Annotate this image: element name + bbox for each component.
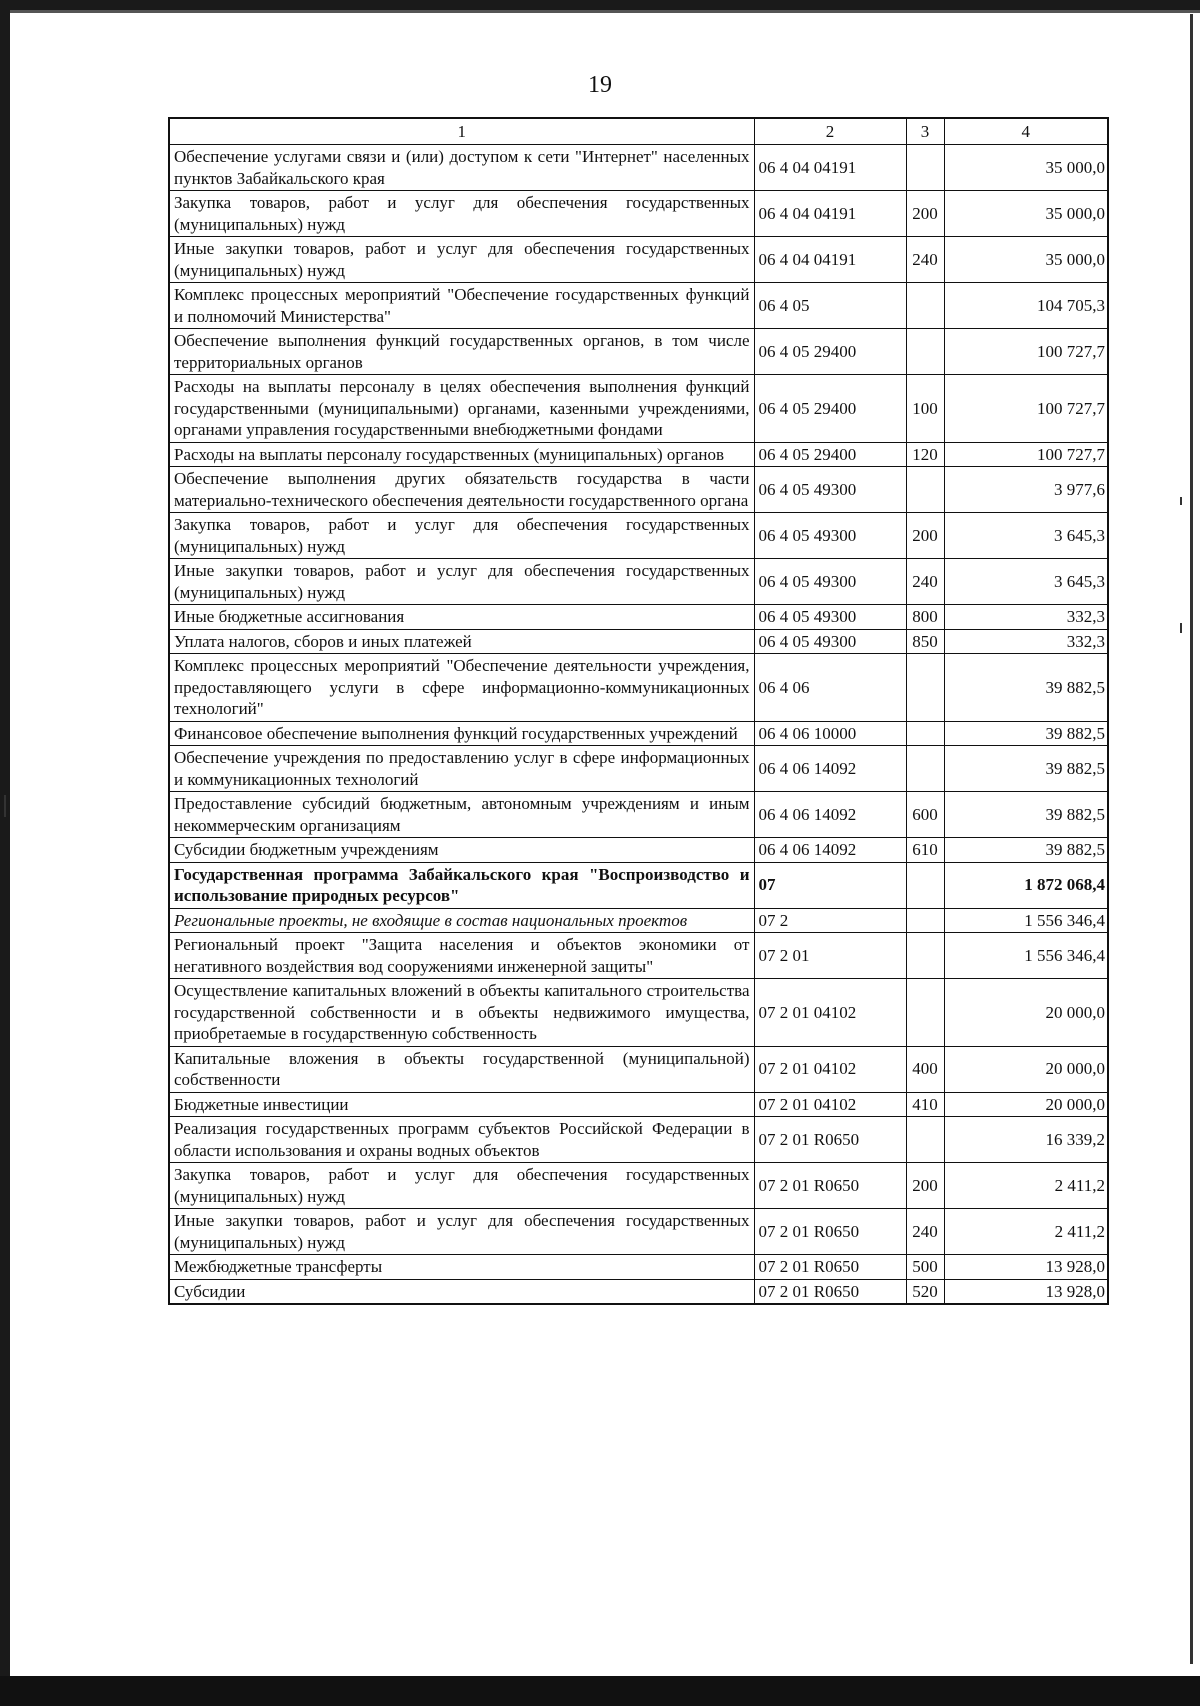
row-code-cell: 06 4 05 49300: [754, 559, 906, 605]
row-code-cell: 06 4 05 49300: [754, 513, 906, 559]
row-expense-type-cell: 240: [906, 1209, 944, 1255]
row-code-cell: 06 4 06 14092: [754, 746, 906, 792]
row-expense-type-cell: 120: [906, 442, 944, 467]
row-name-cell: Комплекс процессных мероприятий "Обеспечение государственных функций и полномочий Министерства": [169, 283, 754, 329]
row-expense-type-cell: 500: [906, 1255, 944, 1280]
table-row: [169, 283, 1108, 329]
row-name-cell: Обеспечение услугами связи и (или) доступом к сети "Интернет" населенных пунктов Забайкальского края: [169, 145, 754, 191]
table-header-row: [169, 118, 1108, 145]
row-amount-cell: 1 556 346,4: [944, 933, 1108, 979]
row-amount-cell: 2 411,2: [944, 1209, 1108, 1255]
scan-speck: [4, 795, 6, 817]
row-expense-type-cell: [906, 654, 944, 722]
table-row: [169, 191, 1108, 237]
table-row: [169, 329, 1108, 375]
row-code-cell: 06 4 06 14092: [754, 838, 906, 863]
row-amount-cell: 39 882,5: [944, 792, 1108, 838]
row-code-cell: 06 4 06 10000: [754, 721, 906, 746]
row-amount-cell: 39 882,5: [944, 654, 1108, 722]
row-amount-cell: 3 645,3: [944, 513, 1108, 559]
row-amount-cell: 1 872 068,4: [944, 862, 1108, 908]
row-name-cell: Закупка товаров, работ и услуг для обеспечения государственных (муниципальных) нужд: [169, 513, 754, 559]
row-name-cell: Иные закупки товаров, работ и услуг для обеспечения государственных (муниципальных) нужд: [169, 1209, 754, 1255]
row-code-cell: 07 2 01 04102: [754, 1046, 906, 1092]
row-code-cell: 07 2: [754, 908, 906, 933]
row-amount-cell: 16 339,2: [944, 1117, 1108, 1163]
row-name-cell: Региональный проект "Защита населения и объектов экономики от негативного воздействия вод сооружениями инженерной защиты": [169, 933, 754, 979]
row-expense-type-cell: [906, 145, 944, 191]
scan-border-left: [0, 0, 10, 1706]
table-row: [169, 559, 1108, 605]
row-code-cell: 07 2 01 04102: [754, 979, 906, 1047]
row-name-cell: Капитальные вложения в объекты государственной (муниципальной) собственности: [169, 1046, 754, 1092]
table-row: [169, 862, 1108, 908]
table-row: [169, 908, 1108, 933]
row-name-cell: Закупка товаров, работ и услуг для обеспечения государственных (муниципальных) нужд: [169, 1163, 754, 1209]
table-row: [169, 513, 1108, 559]
table-row: [169, 792, 1108, 838]
row-name-cell: Межбюджетные трансферты: [169, 1255, 754, 1280]
row-name-cell: Предоставление субсидий бюджетным, автономным учреждениям и иным некоммерческим организациям: [169, 792, 754, 838]
row-name-cell: Обеспечение выполнения других обязательств государства в части материально-технического обеспечения деятельности государственного органа: [169, 467, 754, 513]
row-expense-type-cell: 400: [906, 1046, 944, 1092]
row-amount-cell: 332,3: [944, 629, 1108, 654]
row-amount-cell: 35 000,0: [944, 145, 1108, 191]
row-amount-cell: 332,3: [944, 605, 1108, 630]
row-expense-type-cell: [906, 329, 944, 375]
page-number: 19: [588, 72, 612, 98]
row-code-cell: 06 4 05 49300: [754, 629, 906, 654]
table-row: [169, 1255, 1108, 1280]
table-row: [169, 1163, 1108, 1209]
row-code-cell: 07: [754, 862, 906, 908]
row-name-cell: Уплата налогов, сборов и иных платежей: [169, 629, 754, 654]
row-name-cell: Бюджетные инвестиции: [169, 1092, 754, 1117]
table-row: [169, 654, 1108, 722]
row-expense-type-cell: [906, 746, 944, 792]
row-code-cell: 06 4 05: [754, 283, 906, 329]
row-name-cell: Обеспечение учреждения по предоставлению услуг в сфере информационных и коммуникационных технологий: [169, 746, 754, 792]
row-name-cell: Закупка товаров, работ и услуг для обеспечения государственных (муниципальных) нужд: [169, 191, 754, 237]
table-row: [169, 1279, 1108, 1304]
row-expense-type-cell: [906, 721, 944, 746]
row-amount-cell: 100 727,7: [944, 375, 1108, 443]
row-expense-type-cell: 800: [906, 605, 944, 630]
row-name-cell: Финансовое обеспечение выполнения функций государственных учреждений: [169, 721, 754, 746]
row-amount-cell: 20 000,0: [944, 979, 1108, 1047]
row-expense-type-cell: 410: [906, 1092, 944, 1117]
row-code-cell: 06 4 06: [754, 654, 906, 722]
scan-border-bottom: [0, 1676, 1200, 1706]
row-amount-cell: 39 882,5: [944, 838, 1108, 863]
scan-speck: [1180, 623, 1182, 633]
row-name-cell: Иные закупки товаров, работ и услуг для обеспечения государственных (муниципальных) нужд: [169, 559, 754, 605]
table-row: [169, 1046, 1108, 1092]
table-row: [169, 746, 1108, 792]
row-expense-type-cell: 600: [906, 792, 944, 838]
table-row: [169, 237, 1108, 283]
row-name-cell: Расходы на выплаты персоналу в целях обеспечения выполнения функций государственными (муниципальными) органами, казенными учреждениями, органами управления государственными внебюджетными фондами: [169, 375, 754, 443]
row-code-cell: 06 4 04 04191: [754, 145, 906, 191]
row-amount-cell: 104 705,3: [944, 283, 1108, 329]
budget-table: [168, 117, 1109, 1305]
row-amount-cell: 20 000,0: [944, 1046, 1108, 1092]
row-amount-cell: 13 928,0: [944, 1255, 1108, 1280]
row-name-cell: Иные бюджетные ассигнования: [169, 605, 754, 630]
row-code-cell: 06 4 05 49300: [754, 605, 906, 630]
row-expense-type-cell: 100: [906, 375, 944, 443]
row-amount-cell: 3 645,3: [944, 559, 1108, 605]
scan-border-top-line: [0, 10, 1200, 13]
row-code-cell: 07 2 01 R0650: [754, 1255, 906, 1280]
table-row: [169, 467, 1108, 513]
row-expense-type-cell: [906, 283, 944, 329]
row-amount-cell: 39 882,5: [944, 721, 1108, 746]
row-expense-type-cell: 850: [906, 629, 944, 654]
row-code-cell: 06 4 06 14092: [754, 792, 906, 838]
row-amount-cell: 39 882,5: [944, 746, 1108, 792]
row-name-cell: Субсидии: [169, 1279, 754, 1304]
row-expense-type-cell: [906, 933, 944, 979]
row-code-cell: 07 2 01 04102: [754, 1092, 906, 1117]
column-header-1: 1: [169, 118, 754, 145]
row-code-cell: 07 2 01 R0650: [754, 1209, 906, 1255]
row-amount-cell: 2 411,2: [944, 1163, 1108, 1209]
table-row: [169, 629, 1108, 654]
column-header-3: 3: [906, 118, 944, 145]
table-row: [169, 1209, 1108, 1255]
row-expense-type-cell: 520: [906, 1279, 944, 1304]
table-row: [169, 933, 1108, 979]
row-expense-type-cell: 200: [906, 513, 944, 559]
table-row: [169, 442, 1108, 467]
row-amount-cell: 20 000,0: [944, 1092, 1108, 1117]
row-name-cell: Иные закупки товаров, работ и услуг для обеспечения государственных (муниципальных) нужд: [169, 237, 754, 283]
row-expense-type-cell: 200: [906, 1163, 944, 1209]
row-code-cell: 06 4 05 29400: [754, 329, 906, 375]
row-expense-type-cell: 240: [906, 237, 944, 283]
row-expense-type-cell: [906, 908, 944, 933]
row-code-cell: 07 2 01: [754, 933, 906, 979]
row-code-cell: 06 4 05 29400: [754, 442, 906, 467]
row-amount-cell: 13 928,0: [944, 1279, 1108, 1304]
scan-border-top: [0, 0, 1200, 10]
table-row: [169, 838, 1108, 863]
table-row: [169, 721, 1108, 746]
row-amount-cell: 35 000,0: [944, 191, 1108, 237]
table-row: [169, 1092, 1108, 1117]
row-code-cell: 06 4 05 29400: [754, 375, 906, 443]
table-row: [169, 375, 1108, 443]
table-row: [169, 145, 1108, 191]
row-code-cell: 07 2 01 R0650: [754, 1279, 906, 1304]
row-name-cell: Расходы на выплаты персоналу государственных (муниципальных) органов: [169, 442, 754, 467]
table-row: [169, 1117, 1108, 1163]
row-expense-type-cell: 240: [906, 559, 944, 605]
column-header-4: 4: [944, 118, 1108, 145]
row-expense-type-cell: 200: [906, 191, 944, 237]
row-amount-cell: 35 000,0: [944, 237, 1108, 283]
row-amount-cell: 100 727,7: [944, 329, 1108, 375]
row-expense-type-cell: [906, 467, 944, 513]
row-code-cell: 06 4 04 04191: [754, 191, 906, 237]
row-code-cell: 06 4 05 49300: [754, 467, 906, 513]
row-expense-type-cell: [906, 1117, 944, 1163]
scan-border-right: [1190, 14, 1193, 1664]
column-header-2: 2: [754, 118, 906, 145]
table-body: [169, 145, 1108, 1305]
table-row: [169, 979, 1108, 1047]
row-code-cell: 07 2 01 R0650: [754, 1117, 906, 1163]
table-row: [169, 605, 1108, 630]
row-amount-cell: 3 977,6: [944, 467, 1108, 513]
row-name-cell: Осуществление капитальных вложений в объекты капитального строительства государственной собственности и в объекты недвижимого имущества, приобретаемые в государственную собственность: [169, 979, 754, 1047]
row-name-cell: Обеспечение выполнения функций государственных органов, в том числе территориальных органов: [169, 329, 754, 375]
row-name-cell: Комплекс процессных мероприятий "Обеспечение деятельности учреждения, предоставляющего услуги в сфере информационно-коммуникационных технологий": [169, 654, 754, 722]
row-amount-cell: 100 727,7: [944, 442, 1108, 467]
row-name-cell: Реализация государственных программ субъектов Российской Федерации в области использования и охраны водных объектов: [169, 1117, 754, 1163]
row-expense-type-cell: [906, 862, 944, 908]
row-expense-type-cell: 610: [906, 838, 944, 863]
row-name-cell: Субсидии бюджетным учреждениям: [169, 838, 754, 863]
scan-speck: [1180, 497, 1182, 505]
row-name-cell: Региональные проекты, не входящие в состав национальных проектов: [169, 908, 754, 933]
row-code-cell: 06 4 04 04191: [754, 237, 906, 283]
row-name-cell: Государственная программа Забайкальского края "Воспроизводство и использование природных ресурсов": [169, 862, 754, 908]
row-amount-cell: 1 556 346,4: [944, 908, 1108, 933]
row-code-cell: 07 2 01 R0650: [754, 1163, 906, 1209]
row-expense-type-cell: [906, 979, 944, 1047]
